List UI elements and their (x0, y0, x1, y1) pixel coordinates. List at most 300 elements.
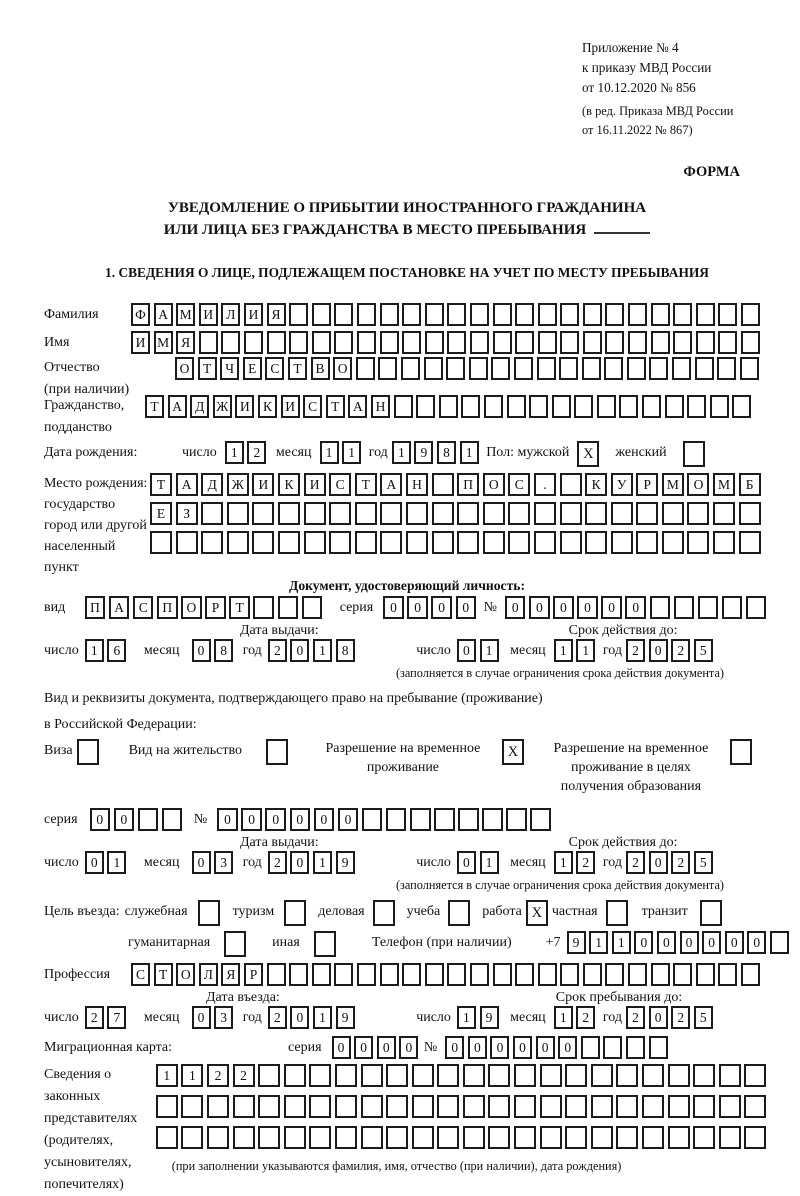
char-cell[interactable] (181, 1095, 203, 1118)
char-cell[interactable]: 5 (694, 851, 713, 874)
char-cell[interactable] (312, 331, 331, 354)
char-cell[interactable] (304, 531, 326, 554)
char-cell[interactable] (402, 963, 421, 986)
char-cell[interactable]: 1 (554, 851, 573, 874)
char-cell[interactable] (651, 963, 670, 986)
char-cell[interactable] (668, 1126, 690, 1149)
char-cell[interactable] (470, 331, 489, 354)
char-cell[interactable] (356, 357, 375, 380)
char-cell[interactable] (488, 1095, 510, 1118)
char-cell[interactable]: 0 (649, 1006, 668, 1029)
char-cell[interactable]: 0 (407, 596, 428, 619)
char-cell[interactable] (458, 808, 479, 831)
char-cell[interactable]: 1 (107, 851, 126, 874)
char-cell[interactable]: 0 (383, 596, 404, 619)
char-cell[interactable]: 2 (626, 851, 645, 874)
char-cell[interactable]: 1 (156, 1064, 178, 1087)
char-cell[interactable] (722, 596, 743, 619)
char-cell[interactable] (244, 331, 263, 354)
char-cell[interactable] (673, 303, 692, 326)
char-cell[interactable]: И (304, 473, 326, 496)
char-cell[interactable] (394, 395, 413, 418)
char-cell[interactable] (437, 1095, 459, 1118)
char-cell[interactable] (233, 1126, 255, 1149)
char-cell[interactable] (565, 1064, 587, 1087)
char-cell[interactable]: 5 (694, 639, 713, 662)
char-cell[interactable]: 9 (414, 441, 433, 464)
char-cell[interactable] (604, 357, 623, 380)
char-cell[interactable] (289, 303, 308, 326)
char-cell[interactable] (457, 531, 479, 554)
char-cell[interactable]: С (303, 395, 322, 418)
char-cell[interactable] (355, 531, 377, 554)
char-cell[interactable]: 0 (377, 1036, 396, 1059)
char-cell[interactable]: 0 (634, 931, 653, 954)
char-cell[interactable]: 2 (626, 1006, 645, 1029)
char-cell[interactable] (732, 395, 751, 418)
char-cell[interactable] (380, 331, 399, 354)
char-cell[interactable] (201, 531, 223, 554)
char-cell[interactable]: 1 (320, 441, 339, 464)
char-cell[interactable] (432, 473, 454, 496)
char-cell[interactable] (484, 395, 503, 418)
char-cell[interactable] (258, 1095, 280, 1118)
char-cell[interactable]: X (577, 441, 599, 467)
char-cell[interactable] (628, 963, 647, 986)
char-cell[interactable] (156, 1095, 178, 1118)
char-cell[interactable] (583, 303, 602, 326)
char-cell[interactable]: 0 (505, 596, 526, 619)
char-cell[interactable] (605, 963, 624, 986)
char-cell[interactable]: М (662, 473, 684, 496)
char-cell[interactable] (530, 808, 551, 831)
char-cell[interactable]: 0 (536, 1036, 555, 1059)
char-cell[interactable] (314, 931, 336, 957)
char-cell[interactable] (463, 1064, 485, 1087)
char-cell[interactable] (668, 1064, 690, 1087)
char-cell[interactable] (739, 502, 761, 525)
char-cell[interactable] (267, 963, 286, 986)
char-cell[interactable] (447, 331, 466, 354)
char-cell[interactable]: А (176, 473, 198, 496)
char-cell[interactable] (687, 531, 709, 554)
char-cell[interactable]: О (687, 473, 709, 496)
char-cell[interactable]: 0 (625, 596, 646, 619)
char-cell[interactable]: 0 (354, 1036, 373, 1059)
char-cell[interactable] (278, 596, 299, 619)
char-cell[interactable] (446, 357, 465, 380)
char-cell[interactable]: 0 (314, 808, 335, 831)
char-cell[interactable] (739, 531, 761, 554)
char-cell[interactable] (424, 357, 443, 380)
char-cell[interactable] (335, 1126, 357, 1149)
char-cell[interactable] (461, 395, 480, 418)
char-cell[interactable] (746, 596, 767, 619)
char-cell[interactable] (491, 357, 510, 380)
char-cell[interactable] (289, 963, 308, 986)
char-cell[interactable] (508, 531, 530, 554)
char-cell[interactable] (537, 357, 556, 380)
char-cell[interactable]: 0 (445, 1036, 464, 1059)
char-cell[interactable]: 2 (576, 851, 595, 874)
char-cell[interactable] (335, 1095, 357, 1118)
char-cell[interactable] (224, 931, 246, 957)
char-cell[interactable] (199, 331, 218, 354)
char-cell[interactable]: . (534, 473, 556, 496)
char-cell[interactable] (402, 331, 421, 354)
char-cell[interactable]: И (199, 303, 218, 326)
char-cell[interactable]: Д (190, 395, 209, 418)
char-cell[interactable]: 0 (601, 596, 622, 619)
char-cell[interactable] (289, 331, 308, 354)
char-cell[interactable]: 0 (192, 1006, 211, 1029)
char-cell[interactable]: 0 (399, 1036, 418, 1059)
char-cell[interactable]: Я (221, 963, 240, 986)
char-cell[interactable] (642, 1126, 664, 1149)
char-cell[interactable] (221, 331, 240, 354)
char-cell[interactable] (162, 808, 183, 831)
char-cell[interactable] (665, 395, 684, 418)
char-cell[interactable] (687, 395, 706, 418)
char-cell[interactable] (361, 1095, 383, 1118)
char-cell[interactable] (386, 1095, 408, 1118)
char-cell[interactable]: 2 (626, 639, 645, 662)
char-cell[interactable]: Ч (220, 357, 239, 380)
char-cell[interactable] (744, 1126, 766, 1149)
char-cell[interactable]: 1 (225, 441, 244, 464)
char-cell[interactable] (425, 303, 444, 326)
char-cell[interactable] (483, 531, 505, 554)
char-cell[interactable] (334, 303, 353, 326)
char-cell[interactable] (717, 357, 736, 380)
char-cell[interactable] (719, 1064, 741, 1087)
char-cell[interactable] (560, 473, 582, 496)
char-cell[interactable]: 1 (576, 639, 595, 662)
char-cell[interactable] (583, 331, 602, 354)
char-cell[interactable] (693, 1126, 715, 1149)
char-cell[interactable]: 2 (247, 441, 266, 464)
char-cell[interactable]: 1 (460, 441, 479, 464)
char-cell[interactable] (309, 1064, 331, 1087)
char-cell[interactable]: 0 (290, 1006, 309, 1029)
char-cell[interactable] (514, 1064, 536, 1087)
char-cell[interactable] (700, 900, 722, 926)
char-cell[interactable] (233, 1095, 255, 1118)
char-cell[interactable]: 0 (649, 851, 668, 874)
char-cell[interactable]: 1 (457, 1006, 476, 1029)
char-cell[interactable] (198, 900, 220, 926)
char-cell[interactable] (649, 357, 668, 380)
char-cell[interactable] (585, 502, 607, 525)
char-cell[interactable]: В (311, 357, 330, 380)
char-cell[interactable]: 0 (457, 639, 476, 662)
char-cell[interactable] (540, 1064, 562, 1087)
char-cell[interactable]: 2 (268, 639, 287, 662)
char-cell[interactable] (361, 1064, 383, 1087)
char-cell[interactable] (401, 357, 420, 380)
char-cell[interactable] (540, 1126, 562, 1149)
char-cell[interactable]: П (157, 596, 178, 619)
char-cell[interactable]: К (278, 473, 300, 496)
char-cell[interactable]: 0 (747, 931, 766, 954)
char-cell[interactable] (650, 596, 671, 619)
char-cell[interactable] (559, 357, 578, 380)
char-cell[interactable] (386, 1064, 408, 1087)
char-cell[interactable] (457, 502, 479, 525)
char-cell[interactable]: 2 (268, 1006, 287, 1029)
char-cell[interactable] (302, 596, 323, 619)
char-cell[interactable]: Б (739, 473, 761, 496)
char-cell[interactable]: И (244, 303, 263, 326)
char-cell[interactable]: 8 (437, 441, 456, 464)
char-cell[interactable] (710, 395, 729, 418)
char-cell[interactable] (207, 1126, 229, 1149)
char-cell[interactable] (560, 502, 582, 525)
char-cell[interactable] (581, 1036, 600, 1059)
char-cell[interactable]: Л (221, 303, 240, 326)
char-cell[interactable] (463, 1095, 485, 1118)
char-cell[interactable] (412, 1126, 434, 1149)
char-cell[interactable] (698, 596, 719, 619)
char-cell[interactable]: Я (267, 303, 286, 326)
char-cell[interactable]: С (131, 963, 150, 986)
char-cell[interactable]: 1 (589, 931, 608, 954)
char-cell[interactable] (718, 303, 737, 326)
char-cell[interactable] (538, 303, 557, 326)
char-cell[interactable] (386, 1126, 408, 1149)
char-cell[interactable]: 5 (694, 1006, 713, 1029)
char-cell[interactable]: 0 (558, 1036, 577, 1059)
char-cell[interactable] (227, 502, 249, 525)
char-cell[interactable]: 1 (181, 1064, 203, 1087)
char-cell[interactable]: 0 (431, 596, 452, 619)
char-cell[interactable] (406, 502, 428, 525)
char-cell[interactable]: 0 (85, 851, 104, 874)
char-cell[interactable]: Т (150, 473, 172, 496)
char-cell[interactable] (514, 1126, 536, 1149)
char-cell[interactable]: 2 (576, 1006, 595, 1029)
char-cell[interactable]: Т (288, 357, 307, 380)
char-cell[interactable] (437, 1064, 459, 1087)
char-cell[interactable]: 0 (217, 808, 238, 831)
char-cell[interactable] (406, 531, 428, 554)
char-cell[interactable] (538, 331, 557, 354)
char-cell[interactable] (410, 808, 431, 831)
char-cell[interactable]: С (265, 357, 284, 380)
char-cell[interactable]: 0 (332, 1036, 351, 1059)
char-cell[interactable]: А (154, 303, 173, 326)
char-cell[interactable] (201, 502, 223, 525)
char-cell[interactable]: 0 (577, 596, 598, 619)
char-cell[interactable] (649, 1036, 668, 1059)
char-cell[interactable] (482, 808, 503, 831)
char-cell[interactable]: 0 (338, 808, 359, 831)
char-cell[interactable]: А (109, 596, 130, 619)
char-cell[interactable] (718, 331, 737, 354)
char-cell[interactable] (357, 963, 376, 986)
char-cell[interactable] (713, 502, 735, 525)
char-cell[interactable]: С (133, 596, 154, 619)
char-cell[interactable] (77, 739, 99, 765)
char-cell[interactable]: Е (150, 502, 172, 525)
char-cell[interactable] (386, 808, 407, 831)
char-cell[interactable] (515, 963, 534, 986)
char-cell[interactable] (378, 357, 397, 380)
char-cell[interactable] (636, 531, 658, 554)
char-cell[interactable]: 0 (513, 1036, 532, 1059)
char-cell[interactable]: 6 (107, 639, 126, 662)
char-cell[interactable]: 1 (480, 851, 499, 874)
char-cell[interactable] (683, 441, 705, 467)
char-cell[interactable]: Я (176, 331, 195, 354)
char-cell[interactable]: 3 (214, 851, 233, 874)
char-cell[interactable]: П (457, 473, 479, 496)
char-cell[interactable] (470, 963, 489, 986)
char-cell[interactable]: А (348, 395, 367, 418)
char-cell[interactable]: Т (198, 357, 217, 380)
char-cell[interactable]: 1 (554, 639, 573, 662)
char-cell[interactable] (582, 357, 601, 380)
char-cell[interactable]: X (526, 900, 548, 926)
char-cell[interactable]: 0 (468, 1036, 487, 1059)
char-cell[interactable] (603, 1036, 622, 1059)
char-cell[interactable]: 0 (657, 931, 676, 954)
char-cell[interactable] (565, 1095, 587, 1118)
char-cell[interactable]: Р (244, 963, 263, 986)
char-cell[interactable] (696, 303, 715, 326)
char-cell[interactable]: 2 (233, 1064, 255, 1087)
char-cell[interactable] (515, 303, 534, 326)
char-cell[interactable] (674, 596, 695, 619)
char-cell[interactable] (463, 1126, 485, 1149)
char-cell[interactable]: 1 (392, 441, 411, 464)
char-cell[interactable] (334, 963, 353, 986)
char-cell[interactable]: О (181, 596, 202, 619)
char-cell[interactable] (713, 531, 735, 554)
char-cell[interactable] (597, 395, 616, 418)
char-cell[interactable]: Т (154, 963, 173, 986)
char-cell[interactable]: О (483, 473, 505, 496)
char-cell[interactable] (552, 395, 571, 418)
char-cell[interactable] (616, 1095, 638, 1118)
char-cell[interactable]: 3 (214, 1006, 233, 1029)
char-cell[interactable] (696, 331, 715, 354)
char-cell[interactable]: К (258, 395, 277, 418)
char-cell[interactable] (718, 963, 737, 986)
char-cell[interactable]: Т (326, 395, 345, 418)
char-cell[interactable] (329, 502, 351, 525)
char-cell[interactable] (434, 808, 455, 831)
char-cell[interactable] (207, 1095, 229, 1118)
char-cell[interactable] (591, 1126, 613, 1149)
char-cell[interactable] (611, 502, 633, 525)
char-cell[interactable] (642, 395, 661, 418)
char-cell[interactable]: Л (199, 963, 218, 986)
char-cell[interactable] (412, 1095, 434, 1118)
char-cell[interactable] (515, 331, 534, 354)
char-cell[interactable] (627, 357, 646, 380)
char-cell[interactable]: 9 (336, 851, 355, 874)
char-cell[interactable] (514, 1095, 536, 1118)
char-cell[interactable]: 1 (313, 851, 332, 874)
char-cell[interactable]: 0 (680, 931, 699, 954)
char-cell[interactable] (284, 1095, 306, 1118)
char-cell[interactable] (380, 502, 402, 525)
char-cell[interactable] (693, 1095, 715, 1118)
char-cell[interactable] (730, 739, 752, 765)
char-cell[interactable] (470, 303, 489, 326)
char-cell[interactable] (636, 502, 658, 525)
char-cell[interactable]: Ж (213, 395, 232, 418)
char-cell[interactable] (560, 331, 579, 354)
char-cell[interactable] (741, 331, 760, 354)
char-cell[interactable] (616, 1126, 638, 1149)
char-cell[interactable] (744, 1095, 766, 1118)
char-cell[interactable]: 0 (456, 596, 477, 619)
char-cell[interactable] (416, 395, 435, 418)
char-cell[interactable] (719, 1095, 741, 1118)
char-cell[interactable] (181, 1126, 203, 1149)
char-cell[interactable] (373, 900, 395, 926)
char-cell[interactable] (585, 531, 607, 554)
char-cell[interactable]: 0 (290, 639, 309, 662)
char-cell[interactable] (425, 963, 444, 986)
char-cell[interactable] (493, 303, 512, 326)
char-cell[interactable] (534, 531, 556, 554)
char-cell[interactable] (380, 963, 399, 986)
char-cell[interactable]: З (176, 502, 198, 525)
char-cell[interactable]: 9 (567, 931, 586, 954)
char-cell[interactable] (770, 931, 789, 954)
char-cell[interactable] (673, 963, 692, 986)
char-cell[interactable] (560, 303, 579, 326)
char-cell[interactable]: К (585, 473, 607, 496)
char-cell[interactable] (312, 963, 331, 986)
char-cell[interactable] (673, 331, 692, 354)
char-cell[interactable]: 2 (671, 1006, 690, 1029)
char-cell[interactable]: 2 (671, 639, 690, 662)
char-cell[interactable]: М (176, 303, 195, 326)
char-cell[interactable] (740, 357, 759, 380)
char-cell[interactable]: 1 (313, 1006, 332, 1029)
char-cell[interactable] (662, 531, 684, 554)
char-cell[interactable] (312, 303, 331, 326)
char-cell[interactable]: 0 (114, 808, 135, 831)
char-cell[interactable] (362, 808, 383, 831)
char-cell[interactable]: Т (145, 395, 164, 418)
char-cell[interactable]: И (252, 473, 274, 496)
char-cell[interactable]: П (85, 596, 106, 619)
char-cell[interactable]: 2 (671, 851, 690, 874)
char-cell[interactable]: 0 (290, 808, 311, 831)
char-cell[interactable] (695, 357, 714, 380)
char-cell[interactable] (628, 303, 647, 326)
char-cell[interactable] (258, 1126, 280, 1149)
char-cell[interactable] (538, 963, 557, 986)
char-cell[interactable] (668, 1095, 690, 1118)
char-cell[interactable]: 1 (612, 931, 631, 954)
char-cell[interactable]: 0 (265, 808, 286, 831)
char-cell[interactable]: 0 (725, 931, 744, 954)
char-cell[interactable] (488, 1126, 510, 1149)
char-cell[interactable] (448, 900, 470, 926)
char-cell[interactable] (309, 1126, 331, 1149)
char-cell[interactable] (284, 900, 306, 926)
char-cell[interactable]: 8 (336, 639, 355, 662)
char-cell[interactable] (355, 502, 377, 525)
char-cell[interactable]: Н (371, 395, 390, 418)
char-cell[interactable] (284, 1064, 306, 1087)
